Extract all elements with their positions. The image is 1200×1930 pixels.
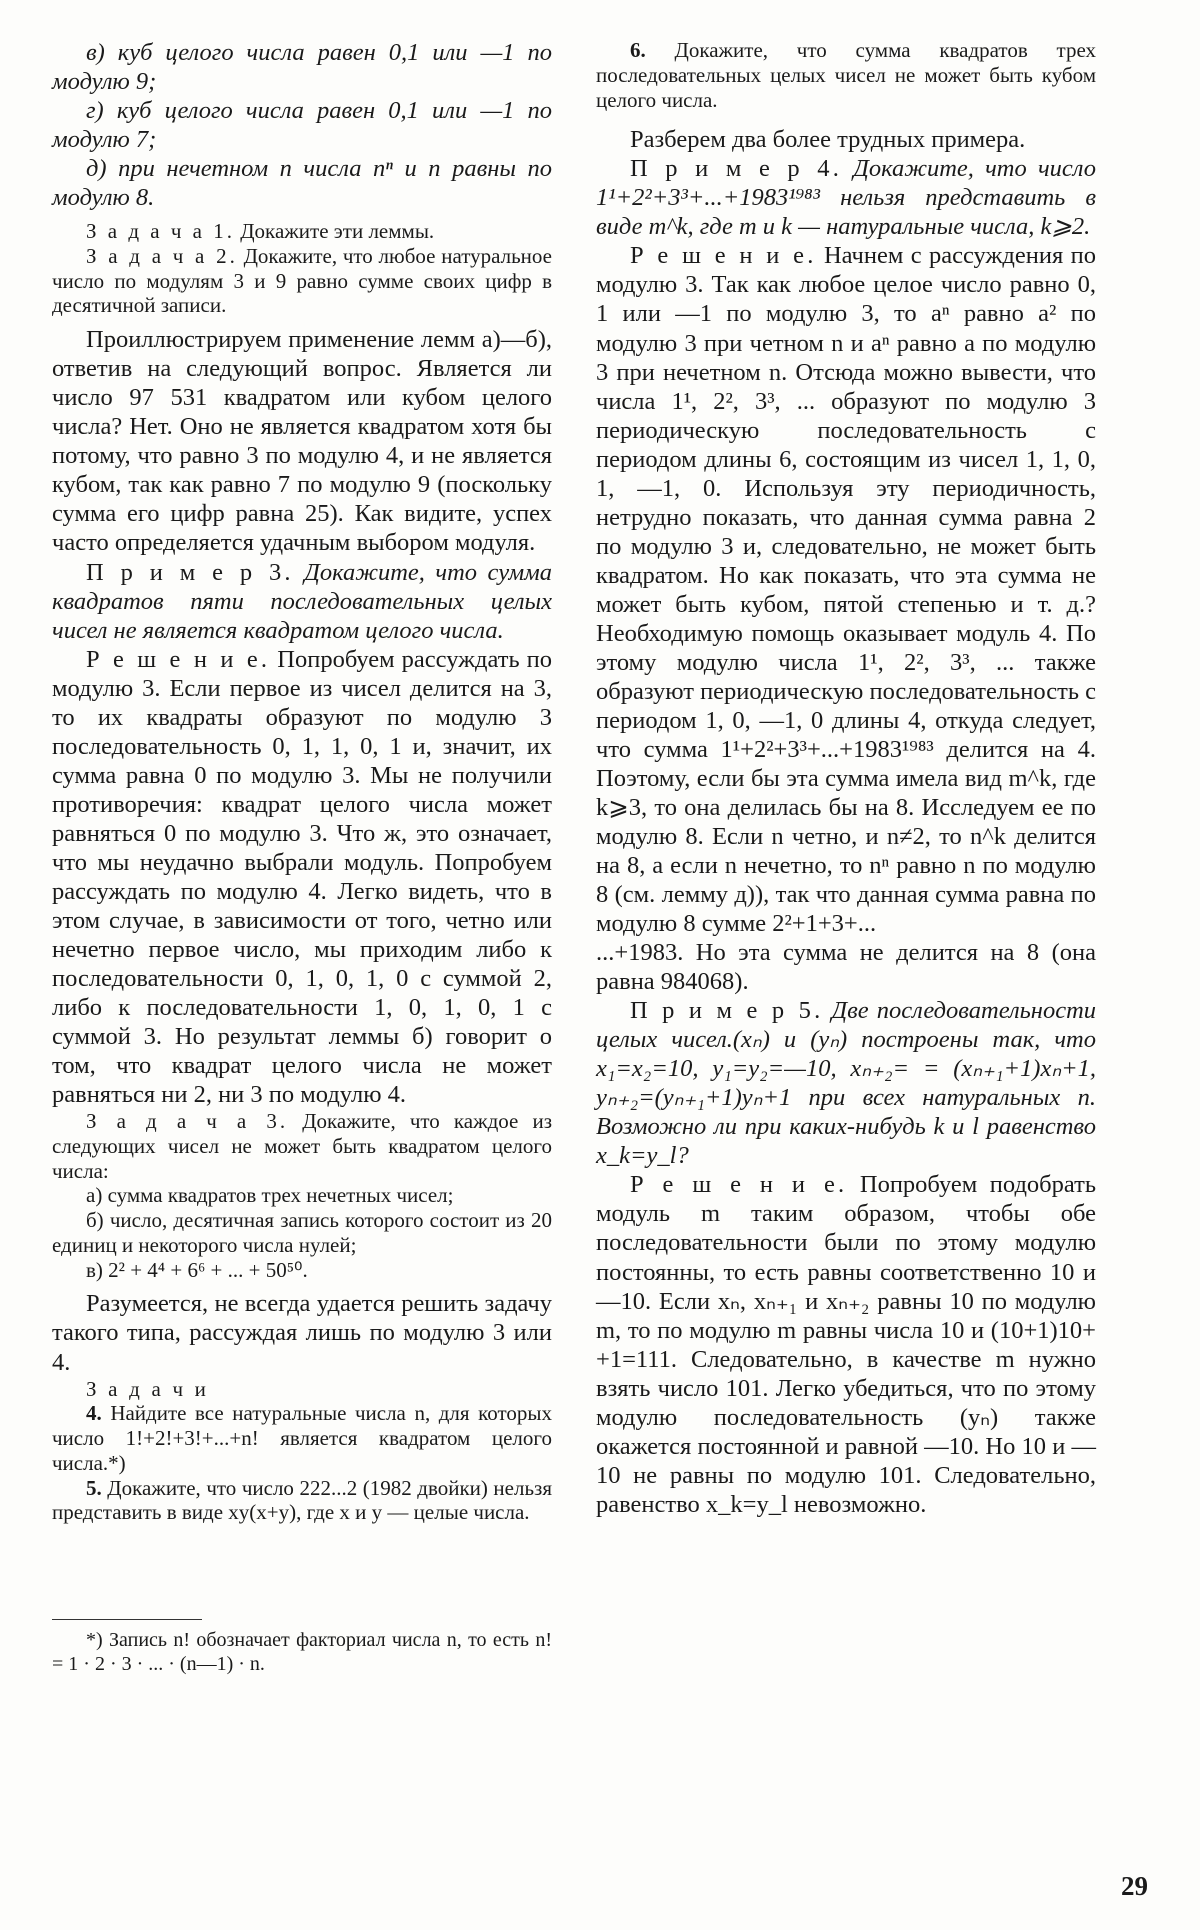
footnote-divider <box>52 1619 202 1620</box>
task-1 <box>52 219 552 244</box>
example-4 <box>596 154 1096 241</box>
task-3-item-a: а) сумма квадратов трех нечетных чисел; <box>86 1183 454 1208</box>
task-3-label: З а д а ч а 3. <box>86 1109 289 1134</box>
task-3-item-b: б) число, десятичная запись которого состоит из 20 единиц и некоторого числа нулей; <box>52 1208 552 1257</box>
spacer <box>596 112 1096 125</box>
solution-5-label: Р е ш е н и е. <box>630 1171 848 1199</box>
tasks-header: З а д а ч и <box>86 1376 210 1401</box>
example-4-text: Докажите, что число 1¹+2²+3³+...+1983¹⁹⁸³ нельзя представить в виде m^k, где m и k — натуральные числа, k⩾2. <box>596 155 1096 241</box>
task-2-label: З а д а ч а 2. <box>86 243 238 268</box>
task-4 <box>52 1401 552 1475</box>
solution-4 <box>596 241 1096 938</box>
solution-5-text: Попробуем подобрать модуль m таким образом, чтобы обе последовательности были по этому модулю постоянны, то есть равны соответственно 10 и —10. Если xₙ, xₙ₊₁ и xₙ₊₂ равны 10 по модулю m, то по модулю m равны числа 10 и (10+1)10+ +1=111. Следовательно, в качестве m нужно взять число 101. Легко убедиться, что по этому модулю последовательность (yₙ) также окажется постоянной и равной —10. Но 10 и —10 не равны по модулю 101. Следовательно, равенство x_k=y_l невозможно. <box>596 1171 1096 1518</box>
example-5-label: П р и м е р 5. <box>630 997 824 1025</box>
paragraph-two-examples: Разберем два более трудных примера. <box>630 126 1026 154</box>
task-6 <box>596 38 1096 112</box>
task-3 <box>52 1109 552 1183</box>
spacer <box>52 318 552 325</box>
example-5-text: Две последовательности целых чисел.(xₙ) и (yₙ) построены так, что x₁=x₂=10, y₁=y₂=—10, xₙ₊₂= = (xₙ₊₁+1)xₙ+1, yₙ₊₂=(yₙ₊₁+1)yₙ+1 при всех натуральных n. Возможно ли при каких-нибудь k и l равенство x_k=y_l? <box>596 997 1097 1170</box>
right-column <box>596 38 1096 1519</box>
task-1-text: Докажите эти леммы. <box>240 219 435 244</box>
example-3 <box>52 558 552 645</box>
left-column <box>52 38 552 1676</box>
two-column-layout <box>52 38 1148 1676</box>
task-1-label: З а д а ч а 1. <box>86 219 235 244</box>
paragraph-illustration: Проиллюстрируем применение лемм а)—б), ответив на следующий вопрос. Является ли число 97 531 квадратом или кубом целого числа? Нет. Оно не является квадратом хотя бы потому, что равно 3 по модулю 4, и не является кубом, так как равно 7 по модулю 9 (поскольку сумма его цифр равна 25). Как видите, успех часто определяется удачным выбором модуля. <box>52 326 552 557</box>
task-6-text: Докажите, что сумма квадратов трех последовательных целых чисел не может быть кубом целого числа. <box>596 38 1096 112</box>
solution-3 <box>52 645 552 1110</box>
task-2 <box>52 244 552 318</box>
task-4-label: 4. <box>86 1401 102 1426</box>
task-5-text: Докажите, что число 222...2 (1982 двойки) нельзя представить в виде xy(x+y), где x и y — целые числа. <box>52 1475 552 1525</box>
lemma-item-g: г) куб целого числа равен 0,1 или —1 по модулю 7; <box>52 97 552 154</box>
solution-4-label: Р е ш е н и е. <box>630 242 817 270</box>
lemma-item-v: в) куб целого числа равен 0,1 или —1 по модулю 9; <box>52 39 552 96</box>
task-5-label: 5. <box>86 1475 102 1500</box>
task-6-label: 6. <box>630 38 646 62</box>
solution-4-continued: ...+1983. Но эта сумма не делится на 8 (она равна 984068). <box>596 939 1096 996</box>
example-5 <box>596 996 1096 1170</box>
example-3-label: П р и м е р 3. <box>86 558 294 586</box>
lemma-item-d: д) при нечетном n числа nⁿ и n равны по модулю 8. <box>52 155 552 212</box>
spacer <box>52 1525 552 1603</box>
task-5 <box>52 1476 552 1526</box>
solution-3-text: Попробуем рассуждать по модулю 3. Если первое из чисел делится на 3, то их квадраты образуют по модулю 3 последовательность 0, 1, 1, 0, 1 и, значит, их сумма равна 0 по модулю 3. Мы не получили противоречия: квадрат целого числа может равняться 0 по модулю 3. Что ж, это означает, что мы неудачно выбрали модуль. Попробуем рассуждать по модулю 4. Легко видеть, что в этом случае, в зависимости от того, четно или нечетно первое число, мы приходим либо к последовательности 0, 1, 0, 1, 0 с суммой 2, либо к последовательности 1, 0, 1, 0, 1 с суммой 3. Но результат леммы б) говорит о том, что квадрат целого числа не может равняться ни 2, ни 3 по модулю 4. <box>52 645 553 1109</box>
paragraph-of-course: Разумеется, не всегда удается решить задачу такого типа, рассуждая лишь по модулю 3 или 4. <box>52 1290 552 1376</box>
task-3-text: Докажите, что каждое из следующих чисел не может быть квадратом целого числа: <box>52 1109 553 1183</box>
spacer <box>52 212 552 219</box>
example-3-text: Докажите, что сумма квадратов пяти последовательных целых чисел не является квадратом целого числа. <box>52 558 553 644</box>
spacer <box>52 1282 552 1289</box>
example-4-label: П р и м е р 4. <box>630 155 843 183</box>
task-3-item-v: в) 2² + 4⁴ + 6⁶ + ... + 50⁵⁰. <box>86 1257 308 1282</box>
task-4-text: Найдите все натуральные числа n, для которых число 1!+2!+3!+...+n! является квадратом целого числа.*) <box>52 1401 552 1475</box>
solution-3-label: Р е ш е н и е. <box>86 645 271 673</box>
solution-4-text: Начнем с рассуждения по модулю 3. Так как любое целое число равно 0, 1 или —1 по модулю 3, то aⁿ равно a² по модулю 3 при четном n и aⁿ равно a по модулю 3 при нечетном n. Отсюда можно вывести, что числа 1¹, 2², 3³, ... образуют по модулю 3 периодическую последовательность с периодом длины 6, состоящим из чисел 1, 1, 0, 1, —1, 0. Используя эту периодичность, нетрудно показать, что данная сумма равна 2 по модулю 3 и, следовательно, не может быть квадратом. Но как показать, что эта сумма не может быть кубом, пятой степенью и т. д.? Необходимую помощь оказывает модуль 4. По этому модулю числа 1¹, 2², 3³, ... также образуют периодическую последовательность с периодом 1, 0, —1, 0 длины 4, откуда следует, что сумма 1¹+2²+3³+...+1983¹⁹⁸³ делится на 4. Поэтому, если бы эта сумма имела вид m^k, где k⩾3, то она делилась бы на 8. Исследуем ее по модулю 8. Если n четно, и n≠2, то n^k делится на 8, а если n нечетно, то nⁿ равно n по модулю 8 (см. лемму д)), так что данная сумма равна по модулю 8 сумме 2²+1+3+... <box>596 242 1096 938</box>
task-2-text: Докажите, что любое натуральное число по модулям 3 и 9 равно сумме своих цифр в десятичной записи. <box>52 243 552 318</box>
page-number: 29 <box>1121 1871 1148 1901</box>
solution-5 <box>596 1170 1096 1518</box>
footnote-text: *) Запись n! обозначает факториал числа n, то есть n! = 1 · 2 · 3 · ... · (n—1) · n. <box>52 1629 552 1676</box>
